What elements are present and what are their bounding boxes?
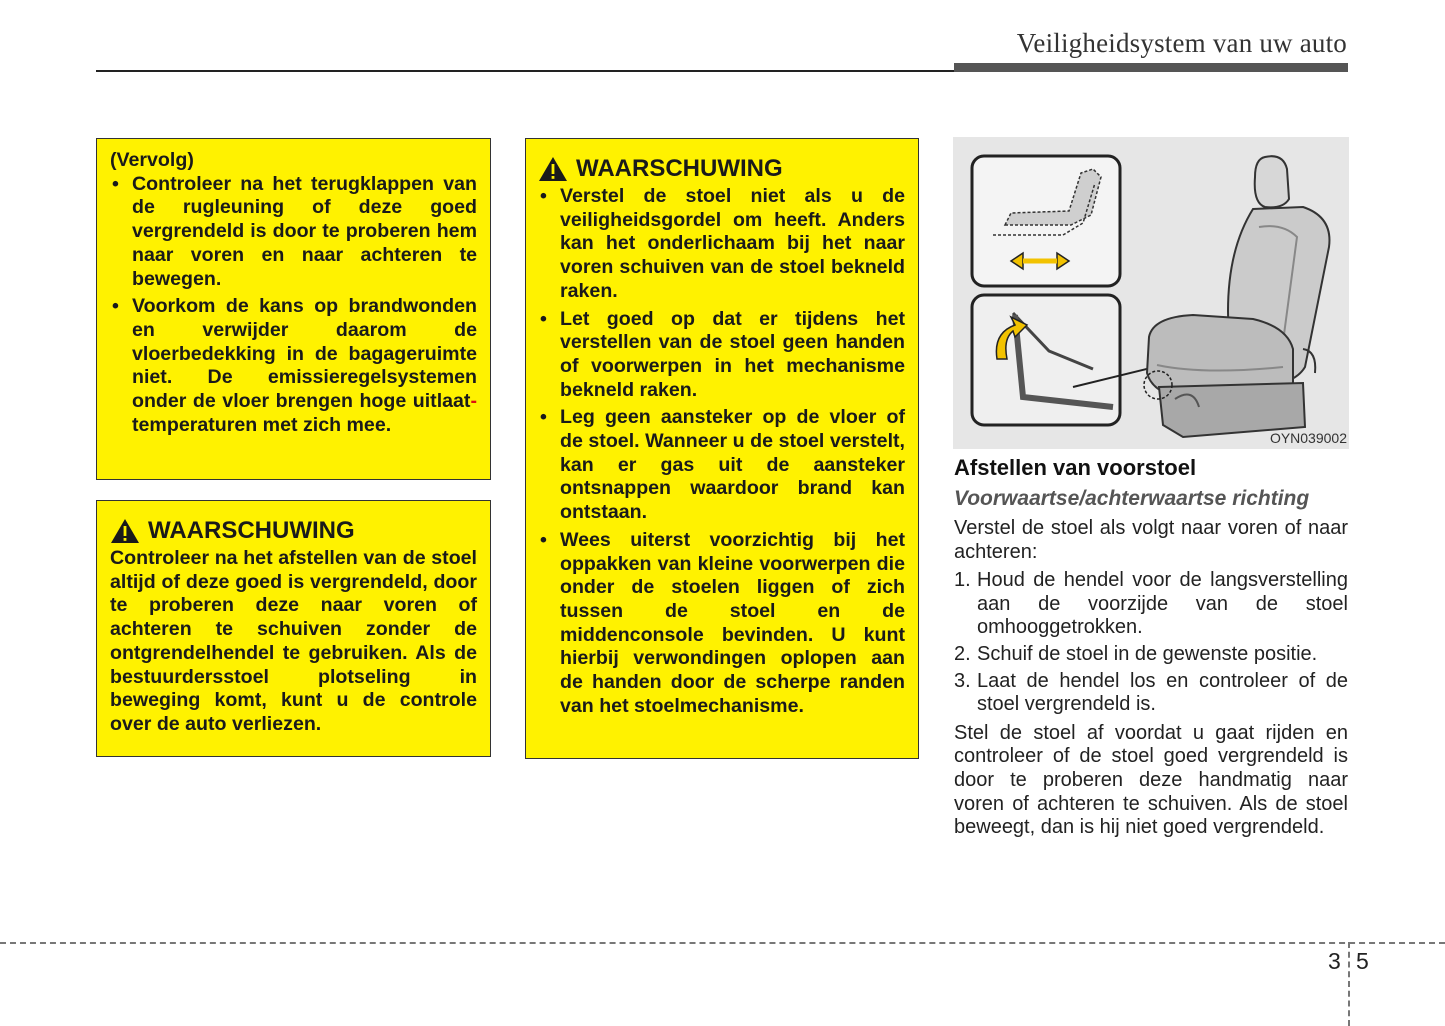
warning-bullet-list <box>538 185 905 718</box>
page-number: 5 <box>1356 948 1369 974</box>
step-text: Schuif de stoel in de gewenste positie. <box>977 642 1318 665</box>
header-accent-bar <box>954 63 1348 72</box>
seat-lock-warning-box <box>96 500 491 757</box>
step-item <box>954 670 1348 717</box>
figure-code: OYN039002 <box>1269 430 1347 446</box>
step-text: Houd de hendel voor de langsverstelling aan de voorzijde van de stoel omhooggetrokken. <box>977 569 1348 639</box>
bullet-item <box>110 295 477 437</box>
step-number: 3. <box>954 669 971 692</box>
intro-paragraph: Verstel de stoel als volgt naar voren of naar achteren: <box>954 517 1348 563</box>
continued-warning-box <box>96 138 491 480</box>
warning-heading <box>538 155 905 183</box>
bullet-item: • Controleer na het terugklappen van de rugleuning of deze goed vergrendeld is door te proberen hem naar voren en naar achteren te bewegen. <box>110 173 477 292</box>
continued-bullet-list <box>110 173 477 438</box>
step-number: 1. <box>954 569 971 592</box>
hyphen-mark: - <box>470 390 477 413</box>
bullet-text-tail: temperaturen met zich mee. <box>132 413 392 436</box>
warning-triangle-icon <box>538 156 568 182</box>
footer-divider <box>1348 942 1350 1026</box>
seat-drawing <box>953 137 1349 449</box>
bullet-item: • Leg geen aansteker op de vloer of de stoel. Wanneer u de stoel verstelt, kan er gas uit de aansteker ontsnappen waardoor brand kan ontstaan. <box>538 406 905 525</box>
seat-illustration <box>953 137 1349 449</box>
steps-list <box>954 569 1348 717</box>
page-header-title: Veiligheidsystem van uw auto <box>1016 28 1347 58</box>
continued-label: (Vervolg) <box>110 149 194 171</box>
section-title: Afstellen van voorstoel <box>954 455 1197 480</box>
bullet-text: Voorkom de kans op brandwonden en verwijder daarom de vloerbedekking in de bagageruimte niet. De emissieregelsystemen onder de vloer brengen hoge uitlaat <box>132 295 477 413</box>
warning-heading-text: WAARSCHUWING <box>576 155 783 182</box>
chapter-number: 3 <box>1328 948 1341 974</box>
warning-heading <box>110 517 477 545</box>
section-body <box>954 517 1348 840</box>
warning-text: Controleer na het afstellen van de stoel altijd of deze goed is vergrendeld, door te proberen deze naar voren of achteren te schuiven zonder de ontgrendelhendel te gebruiken. Als de bestuurdersstoel plotseling in beweging komt, kunt u de controle over de auto verliezen. <box>110 547 477 735</box>
step-number: 2. <box>954 642 971 665</box>
step-text: Laat de hendel los en controleer of de stoel vergrendeld is. <box>977 669 1348 716</box>
seat-adjust-warning-box <box>525 138 919 759</box>
closing-paragraph: Stel de stoel af voordat u gaat rijden en controleer of de stoel goed vergrendeld is door te proberen deze handmatig naar voren of achteren te schuiven. Als de stoel beweegt, dan is hij niet goed vergrendeld. <box>954 721 1348 839</box>
warning-triangle-icon <box>110 518 140 544</box>
warning-heading-text: WAARSCHUWING <box>148 517 355 544</box>
section-subtitle: Voorwaartse/achterwaartse richting <box>954 487 1310 510</box>
bullet-item: • Verstel de stoel niet als u de veiligheidsgordel om heeft. Anders kan het onderlichaam bij het naar voren schuiven van de stoel bekneld raken. <box>538 185 905 304</box>
step-item <box>954 643 1348 667</box>
bullet-item: • Wees uiterst voorzichtig bij het oppakken van kleine voorwerpen die onder de stoelen liggen of zich tussen de stoel en de middenconsole bevinden. U kunt hierbij verwondingen oplopen aan de handen door de scherpe randen van het stoelmechanisme. <box>538 529 905 719</box>
bullet-item: • Let goed op dat er tijdens het verstellen van de stoel geen handen of voorwerpen in het mechanisme bekneld raken. <box>538 308 905 403</box>
footer-dashed-rule <box>0 942 1445 944</box>
step-item <box>954 569 1348 640</box>
